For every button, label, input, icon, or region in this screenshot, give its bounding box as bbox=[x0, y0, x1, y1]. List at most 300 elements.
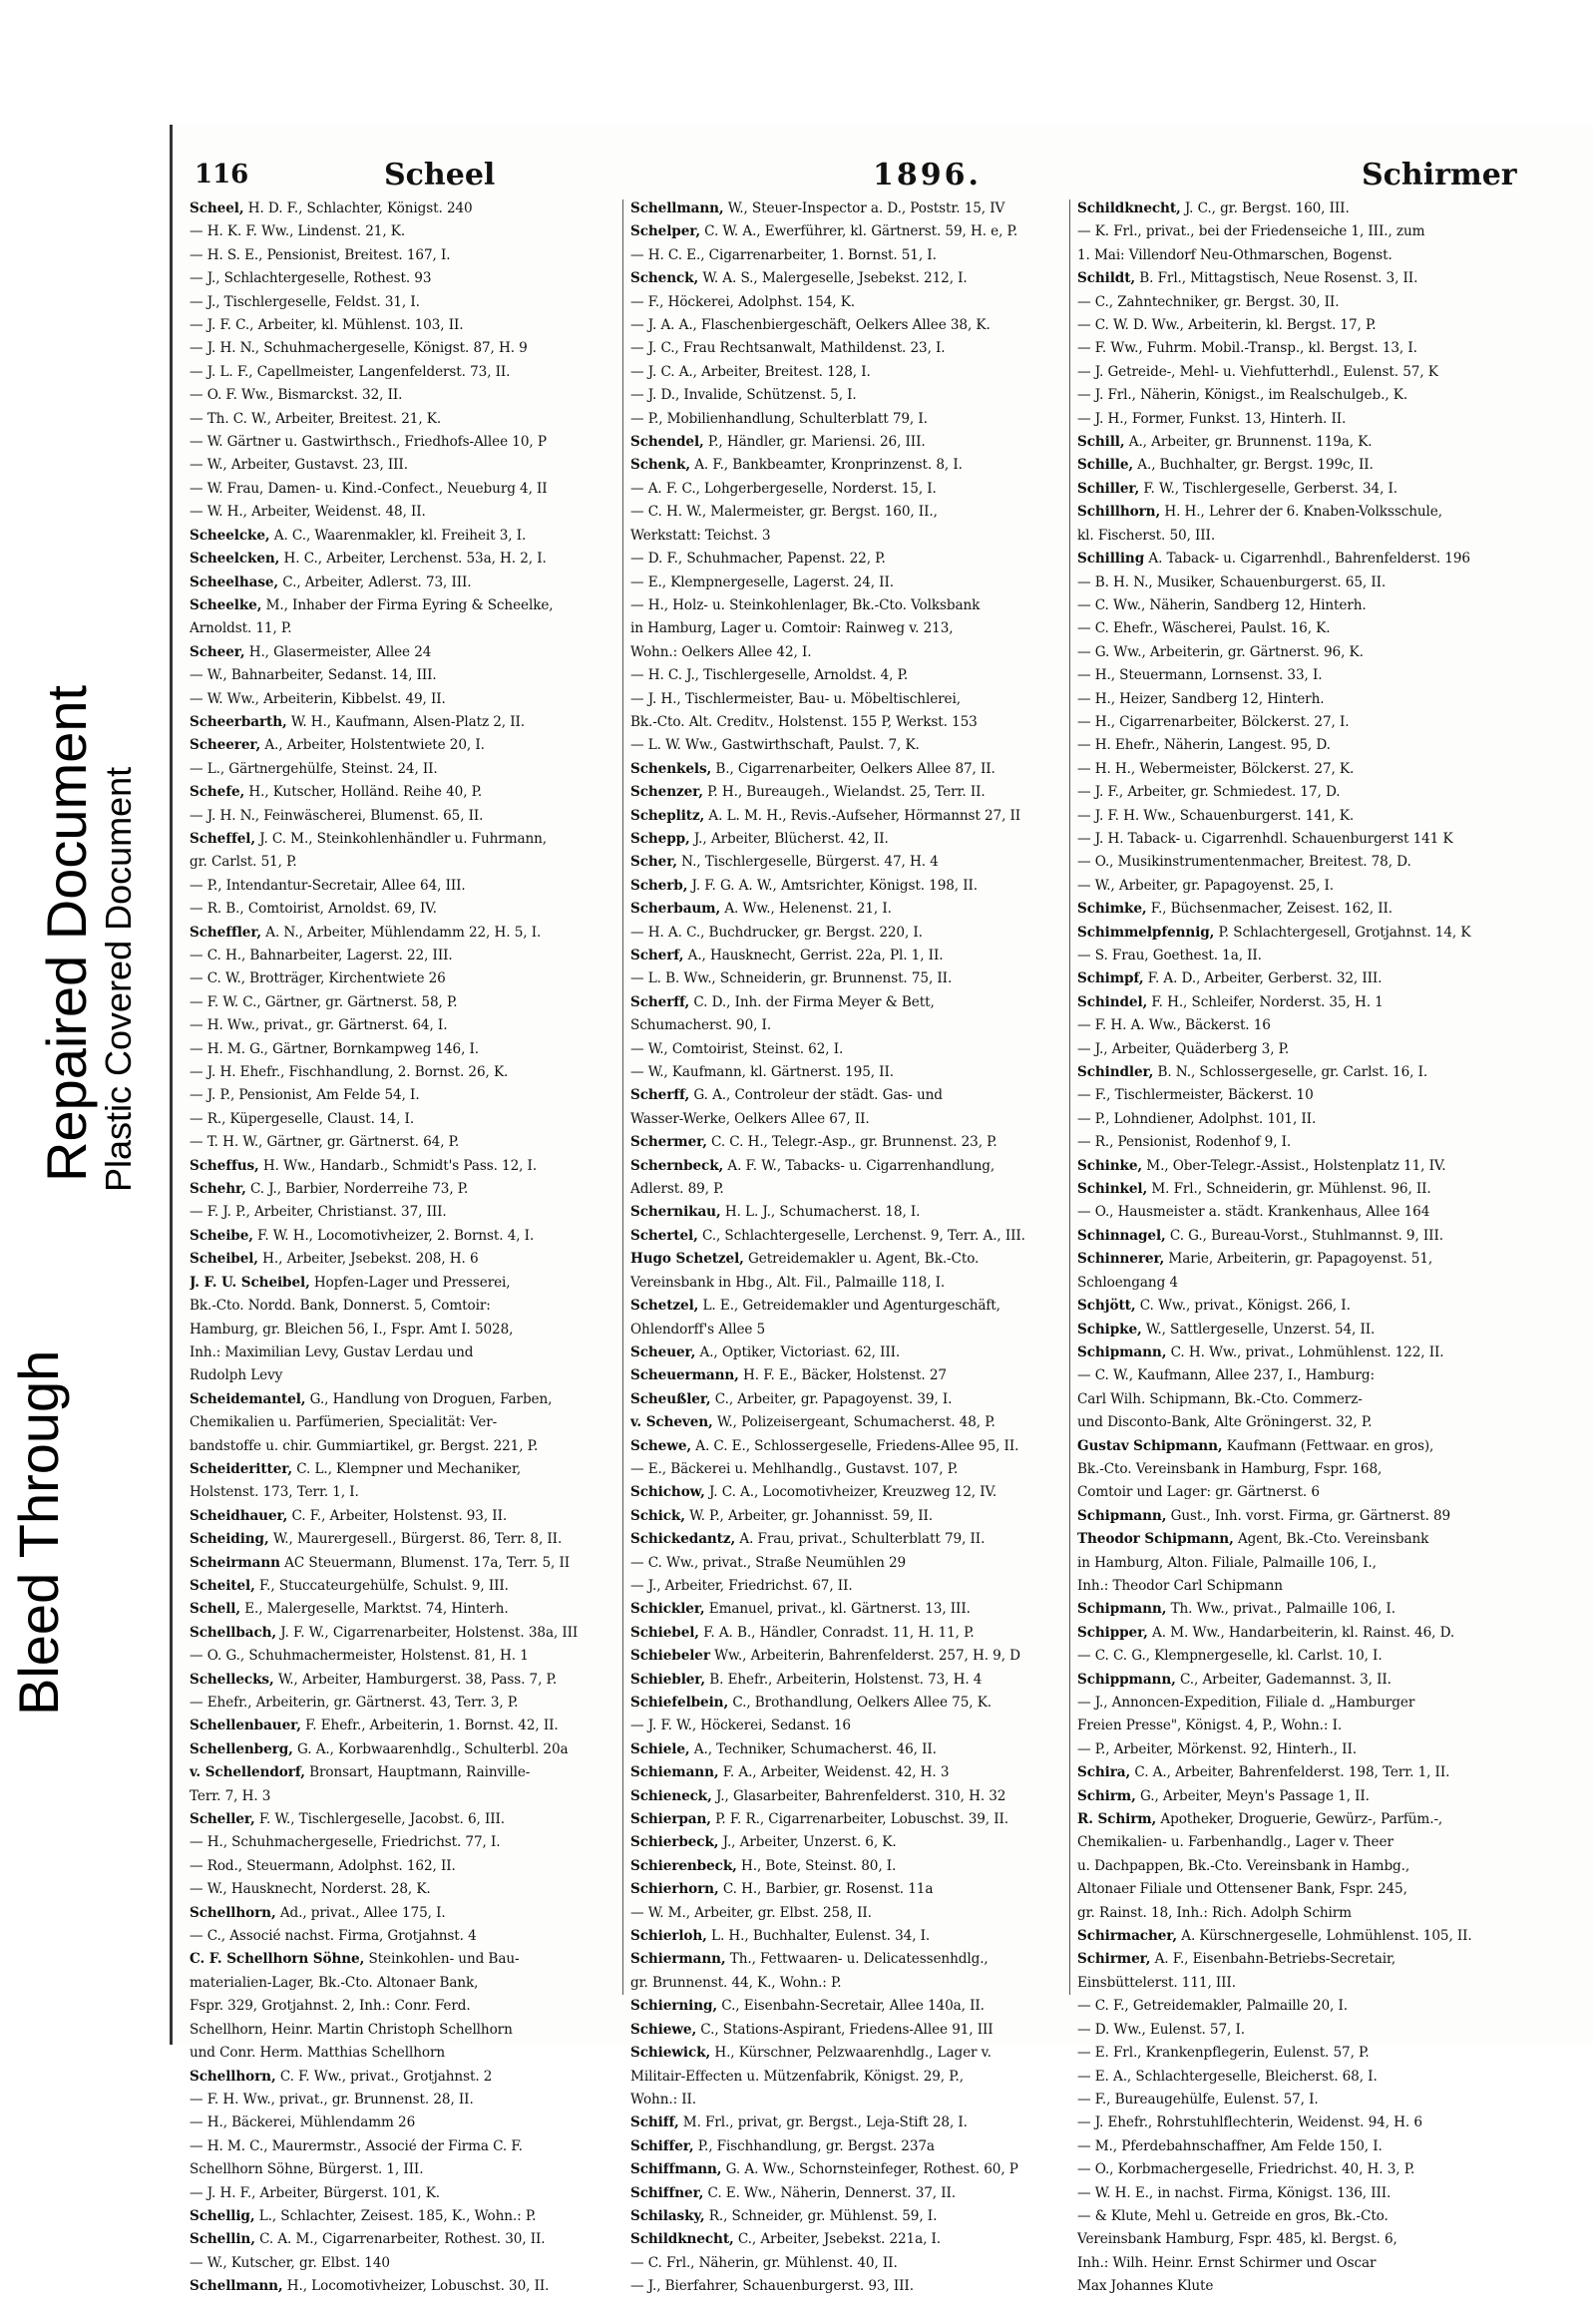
entry-details: — C. W., Brotträger, Kirchentwiete 26 bbox=[190, 970, 446, 987]
entry-details: Comtoir und Lager: gr. Gärtnerst. 6 bbox=[1077, 1484, 1320, 1501]
entry-details: Bk.-Cto. Alt. Creditv., Holstenst. 155 P, Werkst. 153 bbox=[630, 713, 978, 730]
entry-details: — J. H., Former, Funkst. 13, Hinterh. II. bbox=[1077, 410, 1347, 427]
directory-entry bbox=[630, 1925, 1039, 1948]
directory-entry bbox=[1077, 1645, 1586, 1668]
directory-entry bbox=[190, 594, 598, 617]
entry-surname: Schiemann, bbox=[630, 1764, 719, 1781]
directory-entry bbox=[190, 314, 598, 337]
entry-details: gr. Rainst. 18, Inh.: Rich. Adolph Schirm bbox=[1077, 1904, 1352, 1921]
entry-surname: v. Schellendorf, bbox=[190, 1764, 305, 1781]
entry-details: Hopfen-Lager und Presserei, bbox=[309, 1274, 511, 1291]
entry-details: C., Arbeiter, Adlerst. 73, III. bbox=[278, 574, 472, 590]
directory-entry bbox=[190, 1598, 598, 1621]
directory-entry bbox=[1077, 1575, 1586, 1598]
directory-entry bbox=[1077, 1272, 1586, 1295]
entry-details: — H. S. E., Pensionist, Breitest. 167, I. bbox=[190, 246, 451, 263]
directory-entry bbox=[630, 1738, 1039, 1761]
entry-details: — J., Tischlergeselle, Feldst. 31, I. bbox=[190, 293, 420, 310]
directory-entry bbox=[1077, 408, 1586, 431]
entry-details: C. A. M., Cigarrenarbeiter, Rothest. 30, II. bbox=[254, 2231, 546, 2248]
entry-details: F. W. H., Locomotivheizer, 2. Bornst. 4, I. bbox=[252, 1227, 535, 1244]
directory-entry bbox=[1077, 2228, 1586, 2251]
entry-surname: Schernikau, bbox=[630, 1204, 721, 1221]
directory-entry bbox=[1077, 711, 1586, 734]
entry-details: G., Handlung von Droguen, Farben, bbox=[305, 1390, 553, 1407]
directory-entry bbox=[190, 501, 598, 524]
directory-entry bbox=[630, 220, 1039, 243]
entry-details: — W. H., Arbeiter, Weidenst. 48, II. bbox=[190, 504, 426, 521]
directory-entry bbox=[1077, 781, 1586, 804]
entry-details: Terr. 7, H. 3 bbox=[190, 1787, 271, 1804]
entry-details: H. H., Lehrer der 6. Knaben-Volksschule, bbox=[1160, 504, 1442, 521]
entry-surname: Schiewick, bbox=[630, 2045, 711, 2062]
entry-details: — Rod., Steuermann, Adolphst. 162, II. bbox=[190, 1857, 456, 1874]
directory-entry bbox=[630, 828, 1039, 851]
directory-entry bbox=[1077, 805, 1586, 828]
entry-surname: Schiller, bbox=[1077, 480, 1140, 497]
directory-entry bbox=[630, 1622, 1039, 1645]
directory-entry bbox=[1077, 501, 1586, 524]
entry-surname: Schepp, bbox=[630, 830, 690, 847]
entry-details: — W., Kaufmann, kl. Gärtnerst. 195, II. bbox=[630, 1064, 894, 1081]
directory-entry bbox=[190, 1201, 598, 1224]
entry-surname: Schellenberg, bbox=[190, 1740, 293, 1757]
directory-entry bbox=[1077, 1411, 1586, 1434]
entry-surname: Scheel, bbox=[190, 200, 244, 216]
entry-surname: Schimpf, bbox=[1077, 970, 1144, 987]
directory-entry bbox=[1077, 967, 1586, 990]
entry-details: L. H., Buchhalter, Eulenst. 34, I. bbox=[706, 1928, 931, 1945]
entry-details: — E. Frl., Krankenpflegerin, Eulenst. 57, P. bbox=[1077, 2045, 1370, 2062]
directory-entry bbox=[1077, 337, 1586, 360]
scan-annotation-strip bbox=[0, 0, 165, 2171]
entry-details: — H., Cigarrenarbeiter, Bölckerst. 27, I. bbox=[1077, 713, 1350, 730]
entry-surname: Schiffer, bbox=[630, 2137, 694, 2154]
directory-entry bbox=[630, 1155, 1039, 1178]
entry-details: — J. H. N., Schuhmachergeselle, Königst. 87, H. 9 bbox=[190, 340, 528, 357]
directory-entry bbox=[190, 1295, 598, 1318]
directory-entry bbox=[630, 1785, 1039, 1808]
entry-details: Inh.: Maximilian Levy, Gustav Lerdau und bbox=[190, 1343, 474, 1360]
entry-surname: Scher, bbox=[630, 854, 677, 871]
directory-entry bbox=[190, 2228, 598, 2251]
directory-entry bbox=[190, 1272, 598, 1295]
directory-entry bbox=[1077, 1808, 1586, 1831]
directory-entry bbox=[190, 875, 598, 898]
entry-details: — C. W. D. Ww., Arbeiterin, kl. Bergst. 17, P. bbox=[1077, 317, 1377, 334]
entry-surname: Schermer, bbox=[630, 1134, 707, 1151]
entry-details: — J. H. Taback- u. Cigarrenhdl. Schauenburgerst 141 K bbox=[1077, 830, 1453, 847]
directory-entry bbox=[190, 1738, 598, 1761]
directory-entry bbox=[1077, 2019, 1586, 2042]
entry-details: — W., Arbeiter, Gustavst. 23, III. bbox=[190, 457, 408, 474]
entry-details: — T. H. W., Gärtner, gr. Gärtnerst. 64, P. bbox=[190, 1134, 460, 1151]
directory-entry bbox=[190, 478, 598, 501]
directory-entry bbox=[630, 384, 1039, 407]
entry-details: — H. M. G., Gärtner, Bornkampweg 146, I. bbox=[190, 1040, 480, 1057]
entry-details: P. H., Bureaugeh., Wielandst. 25, Terr. II. bbox=[702, 784, 986, 801]
entry-details: Hamburg, gr. Bleichen 56, I., Fspr. Amt I. 5028, bbox=[190, 1321, 514, 1338]
entry-surname: Scheidemantel, bbox=[190, 1390, 306, 1407]
directory-entry bbox=[1077, 1038, 1586, 1061]
directory-entry bbox=[630, 267, 1039, 290]
directory-entry bbox=[630, 1411, 1039, 1434]
entry-details: P., Händler, gr. Mariensi. 26, III. bbox=[703, 434, 926, 451]
entry-surname: Scheußler, bbox=[630, 1390, 711, 1407]
directory-entry bbox=[1077, 1084, 1586, 1107]
directory-entry bbox=[1077, 594, 1586, 617]
entry-details: J. C. M., Steinkohlenhändler u. Fuhrmann, bbox=[254, 830, 548, 847]
entry-details: J. F. G. A. W., Amtsrichter, Königst. 198, II. bbox=[687, 877, 978, 894]
entry-details: — M., Pferdebahnschaffner, Am Felde 150, I. bbox=[1077, 2137, 1383, 2154]
entry-details: — F. Ww., Fuhrm. Mobil.-Transp., kl. Bergst. 13, I. bbox=[1077, 340, 1417, 357]
entry-details: bandstoffe u. chir. Gummiartikel, gr. Bergst. 221, P. bbox=[190, 1437, 539, 1454]
entry-details: — C. Frl., Näherin, gr. Mühlenst. 40, II. bbox=[630, 2254, 898, 2271]
directory-entry bbox=[630, 314, 1039, 337]
entry-details: — H. Ww., privat., gr. Gärtnerst. 64, I. bbox=[190, 1017, 448, 1034]
header-left-keyword: Scheel bbox=[384, 158, 496, 192]
entry-surname: Schehr, bbox=[190, 1181, 246, 1198]
entry-details: C., Arbeiter, Gademannst. 3, II. bbox=[1175, 1671, 1392, 1688]
directory-entry bbox=[630, 758, 1039, 781]
entry-details: Inh.: Theodor Carl Schipmann bbox=[1077, 1577, 1283, 1594]
directory-entry bbox=[190, 688, 598, 711]
directory-entry bbox=[1077, 2066, 1586, 2089]
directory-entry bbox=[630, 1108, 1039, 1131]
directory-entry bbox=[190, 734, 598, 757]
directory-entry bbox=[630, 1364, 1039, 1387]
entry-details: G., Arbeiter, Meyn's Passage 1, II. bbox=[1135, 1787, 1370, 1804]
entry-details: materialien-Lager, Bk.-Cto. Altonaer Bank, bbox=[190, 1974, 479, 1991]
entry-details: — H. C. E., Cigarrenarbeiter, 1. Bornst. 51, I. bbox=[630, 246, 937, 263]
entry-details: — H. C. J., Tischlergeselle, Arnoldst. 4, P. bbox=[630, 667, 909, 684]
entry-details: Vereinsbank Hamburg, Fspr. 485, kl. Bergst. 6, bbox=[1077, 2231, 1397, 2248]
entry-details: — S. Frau, Goethest. 1a, II. bbox=[1077, 948, 1262, 963]
entry-surname: Schipmann, bbox=[1077, 1507, 1167, 1524]
entry-details: — W., Arbeiter, gr. Papagoyenst. 25, I. bbox=[1077, 877, 1335, 894]
entry-surname: Scheerer, bbox=[190, 737, 261, 754]
entry-surname: Schildknecht, bbox=[1077, 200, 1181, 216]
directory-entry bbox=[1077, 1925, 1586, 1948]
entry-details: Schellhorn Söhne, Bürgerst. 1, III. bbox=[190, 2161, 424, 2178]
entry-details: — W. Frau, Damen- u. Kind.-Confect., Neueburg 4, II bbox=[190, 480, 548, 497]
directory-entry bbox=[630, 2275, 1039, 2298]
directory-entry bbox=[1077, 991, 1586, 1014]
entry-surname: Schichow, bbox=[630, 1484, 705, 1501]
entry-details: — C. Ehefr., Wäscherei, Paulst. 16, K. bbox=[1077, 620, 1331, 637]
entry-details: C. F., Arbeiter, Holstenst. 93, II. bbox=[287, 1507, 508, 1524]
directory-entry bbox=[630, 2252, 1039, 2275]
entry-surname: Schickedantz, bbox=[630, 1531, 736, 1548]
directory-entry bbox=[630, 1388, 1039, 1411]
page-header bbox=[195, 152, 1586, 199]
entry-details: H. Ww., Handarb., Schmidt's Pass. 12, I. bbox=[258, 1157, 538, 1174]
entry-surname: Schipper, bbox=[1077, 1624, 1148, 1641]
entry-surname: Scherff, bbox=[630, 993, 690, 1010]
directory-entry bbox=[190, 2042, 598, 2065]
entry-details: — W. M., Arbeiter, gr. Elbst. 258, II. bbox=[630, 1904, 872, 1921]
entry-details: — J., Annoncen-Expedition, Filiale d. „Hamburger bbox=[1077, 1695, 1415, 1711]
directory-entry bbox=[190, 220, 598, 243]
directory-entry bbox=[1077, 361, 1586, 384]
entry-details: A. Taback- u. Cigarrenhdl., Bahrenfelderst. 196 bbox=[1144, 551, 1470, 568]
directory-entry bbox=[1077, 2158, 1586, 2181]
directory-entry bbox=[630, 1319, 1039, 1341]
entry-surname: Scherff, bbox=[630, 1087, 690, 1104]
entry-details: F. Ehefr., Arbeiterin, 1. Bornst. 42, II. bbox=[300, 1718, 559, 1734]
entry-details: H., Kutscher, Holländ. Reihe 40, P. bbox=[244, 784, 483, 801]
directory-entry bbox=[630, 2182, 1039, 2205]
directory-entry bbox=[1077, 641, 1586, 664]
entry-surname: Schiefelbein, bbox=[630, 1695, 729, 1711]
directory-entry bbox=[1077, 1669, 1586, 1692]
entry-details: A. Ww., Helenenst. 21, I. bbox=[720, 901, 892, 918]
entry-surname: Schipmann, bbox=[1077, 1343, 1167, 1360]
entry-details: — D. Ww., Eulenst. 57, I. bbox=[1077, 2021, 1245, 2038]
directory-entry bbox=[630, 1038, 1039, 1061]
entry-surname: Schelper, bbox=[630, 223, 700, 240]
entry-surname: Schierning, bbox=[630, 1998, 718, 2015]
entry-details: B. N., Schlossergeselle, gr. Carlst. 16, I. bbox=[1153, 1064, 1428, 1081]
entry-details: W. H., Kaufmann, Alsen-Platz 2, II. bbox=[286, 713, 526, 730]
directory-entry bbox=[190, 1855, 598, 1878]
entry-details: — W., Kutscher, gr. Elbst. 140 bbox=[190, 2254, 390, 2271]
entry-surname: Schindel, bbox=[1077, 993, 1148, 1010]
entry-details: — Ehefr., Arbeiterin, gr. Gärtnerst. 43, Terr. 3, P. bbox=[190, 1695, 519, 1711]
entry-details: Wohn.: II. bbox=[630, 2091, 697, 2107]
entry-surname: Schetzel, bbox=[630, 1298, 699, 1315]
directory-entry bbox=[1077, 1155, 1586, 1178]
entry-details: R., Schneider, gr. Mühlenst. 59, I. bbox=[704, 2207, 938, 2224]
entry-details: Getreidemakler u. Agent, Bk.-Cto. bbox=[743, 1251, 980, 1268]
entry-surname: Scheiding, bbox=[190, 1531, 269, 1548]
entry-details: C. A., Arbeiter, Bahrenfelderst. 198, Terr. 1, II. bbox=[1130, 1764, 1450, 1781]
entry-details: M. Frl., privat, gr. Bergst., Leja-Stift 28, I. bbox=[678, 2114, 968, 2131]
entry-surname: Schewe, bbox=[630, 1437, 692, 1454]
entry-details: F. A. D., Arbeiter, Gerberst. 32, III. bbox=[1143, 970, 1383, 987]
entry-details: Altonaer Filiale und Ottensener Bank, Fspr. 245, bbox=[1077, 1881, 1407, 1898]
directory-entry bbox=[630, 1995, 1039, 2018]
page-number: 116 bbox=[195, 160, 249, 190]
directory-entry bbox=[630, 1715, 1039, 1737]
directory-entry bbox=[630, 1598, 1039, 1621]
directory-entry bbox=[190, 2066, 598, 2089]
entry-surname: Schickler, bbox=[630, 1601, 705, 1618]
directory-entry bbox=[190, 337, 598, 360]
directory-entry bbox=[1077, 1225, 1586, 1248]
entry-details: — J. P., Pensionist, Am Felde 54, I. bbox=[190, 1087, 420, 1104]
directory-entry bbox=[1077, 220, 1586, 243]
directory-entry bbox=[630, 1878, 1039, 1901]
directory-entry bbox=[190, 1411, 598, 1434]
directory-entry bbox=[1077, 617, 1586, 640]
entry-details: — K. Frl., privat., bei der Friedenseiche 1, III., zum bbox=[1077, 223, 1425, 240]
directory-entry bbox=[190, 617, 598, 640]
directory-entry bbox=[1077, 548, 1586, 571]
entry-details: — R., Pensionist, Rodenhof 9, I. bbox=[1077, 1134, 1292, 1151]
directory-entry bbox=[630, 711, 1039, 734]
entry-details: W. A. S., Malergeselle, Jsebekst. 212, I. bbox=[698, 270, 968, 287]
entry-details: L. E., Getreidemakler und Agenturgeschäft, bbox=[698, 1298, 1000, 1315]
entry-surname: Schjött, bbox=[1077, 1298, 1136, 1315]
directory-entry bbox=[630, 244, 1039, 267]
entry-details: — J. H. Ehefr., Fischhandlung, 2. Bornst. 26, K. bbox=[190, 1064, 509, 1081]
entry-details: A. M. Ww., Handarbeiterin, kl. Rainst. 46, D. bbox=[1147, 1624, 1455, 1641]
entry-surname: Theodor Schipmann, bbox=[1077, 1531, 1234, 1548]
entry-details: — F. W. C., Gärtner, gr. Gärtnerst. 58, P. bbox=[190, 993, 458, 1010]
directory-entry bbox=[1077, 898, 1586, 921]
directory-entry bbox=[1077, 1528, 1586, 1551]
entry-details: — H. K. F. Ww., Lindenst. 21, K. bbox=[190, 223, 406, 240]
entry-details: — F., Tischlermeister, Bäckerst. 10 bbox=[1077, 1087, 1314, 1104]
entry-surname: Schille, bbox=[1077, 457, 1134, 474]
entry-details: C. F. Ww., privat., Grotjahnst. 2 bbox=[275, 2068, 493, 2085]
directory-entry bbox=[630, 2089, 1039, 2111]
directory-entry bbox=[630, 1248, 1039, 1271]
entry-details: Fspr. 329, Grotjahnst. 2, Inh.: Conr. Ferd. bbox=[190, 1998, 471, 2015]
entry-details: — C. C. G., Klempnergeselle, kl. Carlst. 10, I. bbox=[1077, 1648, 1383, 1665]
entry-surname: Scheelke, bbox=[190, 596, 262, 613]
directory-entry bbox=[630, 1435, 1039, 1458]
entry-details: Th., Fettwaaren- u. Delicatessenhdlg., bbox=[725, 1951, 989, 1968]
directory-entry bbox=[190, 2205, 598, 2228]
entry-details: C., Arbeiter, gr. Papagoyenst. 39, I. bbox=[710, 1390, 953, 1407]
entry-surname: Scheuermann, bbox=[630, 1367, 739, 1384]
directory-entry bbox=[1077, 478, 1586, 501]
directory-entry bbox=[630, 1061, 1039, 1084]
entry-details: — E. A., Schlachtergeselle, Bleicherst. 68, I. bbox=[1077, 2068, 1378, 2085]
entry-details: — E., Klempnergeselle, Lagerst. 24, II. bbox=[630, 574, 894, 590]
entry-details: — J. D., Invalide, Schützenst. 5, I. bbox=[630, 387, 857, 404]
directory-entry bbox=[630, 1855, 1039, 1878]
entry-details: A., Buchhalter, gr. Bergst. 199c, II. bbox=[1133, 457, 1374, 474]
directory-entry bbox=[1077, 2042, 1586, 2065]
entry-details: — H. M. C., Maurermstr., Associé der Firma C. F. bbox=[190, 2137, 523, 2154]
entry-details: Vereinsbank in Hbg., Alt. Fil., Palmaille 118, I. bbox=[630, 1274, 946, 1291]
directory-entry bbox=[1077, 1481, 1586, 1504]
directory-entry bbox=[190, 1528, 598, 1551]
entry-details: Th. Ww., privat., Palmaille 106, I. bbox=[1166, 1601, 1396, 1618]
directory-entry bbox=[630, 1761, 1039, 1784]
directory-entry bbox=[1077, 1108, 1586, 1131]
directory-entry bbox=[190, 1014, 598, 1037]
entry-details: Inh.: Wilh. Heinr. Ernst Schirmer und Oscar bbox=[1077, 2254, 1377, 2271]
entry-details: Einsbüttelerst. 111, III. bbox=[1077, 1974, 1236, 1991]
entry-details: P. F. R., Cigarrenarbeiter, Lobuschst. 39, II. bbox=[710, 1811, 1008, 1828]
directory-entry bbox=[1077, 267, 1586, 290]
entry-details: — O. G., Schuhmachermeister, Holstenst. 81, H. 1 bbox=[190, 1648, 529, 1665]
directory-entry bbox=[630, 2042, 1039, 2065]
entry-surname: Scheffus, bbox=[190, 1157, 259, 1174]
entry-details: Schloengang 4 bbox=[1077, 1274, 1178, 1291]
entry-details: — J., Bierfahrer, Schauenburgerst. 93, III. bbox=[630, 2278, 914, 2295]
directory-entry bbox=[190, 525, 598, 548]
entry-details: C. D., Inh. der Firma Meyer & Bett, bbox=[689, 993, 935, 1010]
directory-entry bbox=[190, 454, 598, 477]
directory-column-3 bbox=[1077, 197, 1586, 2295]
entry-details: — L. B. Ww., Schneiderin, gr. Brunnenst. 75, II. bbox=[630, 970, 953, 987]
directory-entry bbox=[630, 1808, 1039, 1831]
entry-details: C., Eisenbahn-Secretair, Allee 140a, II. bbox=[717, 1998, 985, 2015]
entry-details: — J., Arbeiter, Quäderberg 3, P. bbox=[1077, 1040, 1290, 1057]
entry-details: Kaufmann (Fettwaar. en gros), bbox=[1222, 1437, 1434, 1454]
entry-details: M. Frl., Schneiderin, gr. Mühlenst. 96, II. bbox=[1147, 1181, 1431, 1198]
entry-details: E., Malergeselle, Marktst. 74, Hinterh. bbox=[240, 1601, 509, 1618]
directory-entry bbox=[630, 501, 1039, 524]
entry-details: — O. F. Ww., Bismarckst. 32, II. bbox=[190, 387, 403, 404]
directory-entry bbox=[190, 2252, 598, 2275]
directory-entry bbox=[630, 454, 1039, 477]
directory-entry bbox=[1077, 2205, 1586, 2228]
directory-column-2 bbox=[630, 197, 1039, 2295]
entry-details: — J., Arbeiter, Friedrichst. 67, II. bbox=[630, 1577, 853, 1594]
directory-entry bbox=[630, 1481, 1039, 1504]
directory-entry bbox=[1077, 384, 1586, 407]
entry-details: H. D. F., Schlachter, Königst. 240 bbox=[243, 200, 473, 216]
entry-details: — D. F., Schuhmacher, Papenst. 22, P. bbox=[630, 551, 886, 568]
entry-surname: Scheidhauer, bbox=[190, 1507, 288, 1524]
directory-entry bbox=[630, 291, 1039, 314]
entry-details: A. N., Arbeiter, Mühlendamm 22, H. 5, I. bbox=[261, 924, 542, 941]
directory-entry bbox=[630, 1341, 1039, 1364]
entry-details: — P., Intendantur-Secretair, Allee 64, III. bbox=[190, 877, 466, 894]
entry-surname: Scheerbarth, bbox=[190, 713, 287, 730]
entry-details: Militair-Effecten u. Mützenfabrik, Königst. 29, P., bbox=[630, 2068, 964, 2085]
entry-details: — W. H. E., in nachst. Firma, Königst. 136, III. bbox=[1077, 2184, 1392, 2201]
directory-entry bbox=[1077, 2275, 1586, 2298]
entry-details: — J. Ehefr., Rohrstuhlflechterin, Weidenst. 94, H. 6 bbox=[1077, 2114, 1422, 2131]
entry-details: C. J., Barbier, Norderreihe 73, P. bbox=[245, 1181, 469, 1198]
entry-details: — J. H., Tischlermeister, Bau- u. Möbeltischlerei, bbox=[630, 690, 961, 707]
directory-entry bbox=[630, 1645, 1039, 1668]
entry-surname: Schilasky, bbox=[630, 2207, 705, 2224]
entry-details: Wasser-Werke, Oelkers Allee 67, II. bbox=[630, 1110, 870, 1127]
directory-entry bbox=[190, 2135, 598, 2158]
entry-details: C., Arbeiter, Jsebekst. 221a, I. bbox=[733, 2231, 942, 2248]
entry-details: — E., Bäckerei u. Mehlhandlg., Gustavst. 107, P. bbox=[630, 1460, 959, 1477]
entry-surname: Schiebler, bbox=[630, 1671, 706, 1688]
directory-entry bbox=[1077, 197, 1586, 220]
directory-entry bbox=[630, 734, 1039, 757]
entry-details: F. W., Tischlergeselle, Jacobst. 6, III. bbox=[254, 1811, 505, 1828]
directory-entry bbox=[630, 548, 1039, 571]
entry-details: G. A., Controleur der städt. Gas- und bbox=[689, 1087, 943, 1104]
entry-details: W., Polizeisergeant, Schumacherst. 48, P. bbox=[712, 1414, 996, 1431]
entry-surname: Schildknecht, bbox=[630, 2231, 734, 2248]
directory-column-1 bbox=[190, 197, 598, 2295]
entry-surname: Scherf, bbox=[630, 948, 684, 963]
entry-details: W., Steuer-Inspector a. D., Poststr. 15, IV bbox=[723, 200, 1005, 216]
directory-entry bbox=[1077, 1201, 1586, 1224]
entry-details: Apotheker, Droguerie, Gewürz-, Parfüm.-, bbox=[1156, 1811, 1443, 1828]
entry-details: — G. Ww., Arbeiterin, gr. Gärtnerst. 96, K. bbox=[1077, 643, 1364, 660]
directory-entry bbox=[1077, 2252, 1586, 2275]
directory-entry bbox=[190, 1155, 598, 1178]
entry-surname: Schellhorn, bbox=[190, 2068, 276, 2085]
entry-details: — W. Ww., Arbeiterin, Kibbelst. 49, II. bbox=[190, 690, 446, 707]
plastic-covered-label: Plastic Covered Document bbox=[98, 766, 139, 1192]
entry-surname: Schierenbeck, bbox=[630, 1857, 737, 1874]
directory-entry bbox=[630, 431, 1039, 454]
entry-details: — C. Ww., Näherin, Sandberg 12, Hinterh. bbox=[1077, 596, 1367, 613]
directory-entry bbox=[190, 1785, 598, 1808]
directory-entry bbox=[190, 851, 598, 874]
directory-entry bbox=[1077, 314, 1586, 337]
entry-details: B. Frl., Mittagstisch, Neue Rosenst. 3, II. bbox=[1135, 270, 1418, 287]
directory-entry bbox=[1077, 1692, 1586, 1715]
directory-entry bbox=[190, 291, 598, 314]
directory-entry bbox=[1077, 1761, 1586, 1784]
